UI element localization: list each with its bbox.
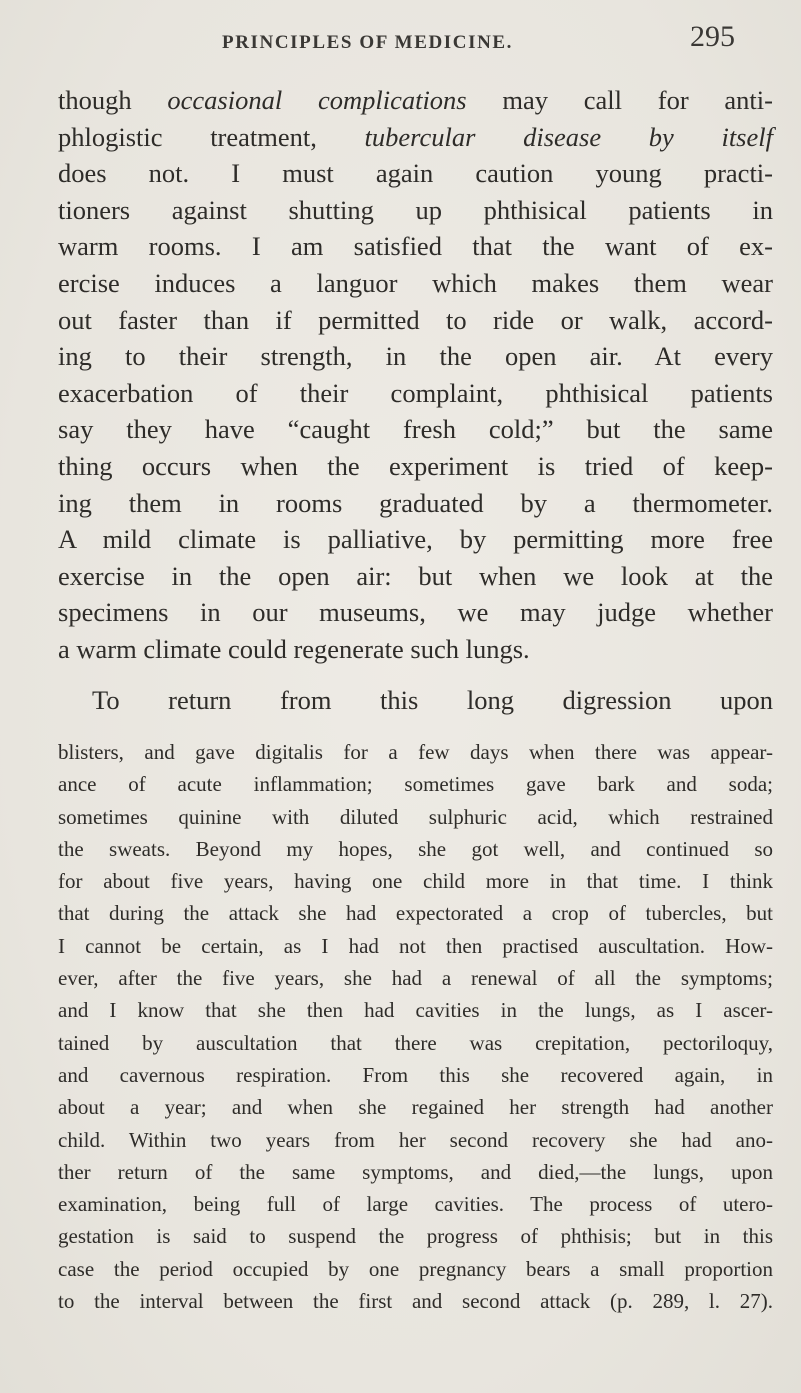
text-line: does not. I must again caution young practi- — [58, 158, 773, 189]
running-title: PRINCIPLES OF MEDICINE. — [222, 32, 514, 53]
text-line: about a year; and when she regained her strength had another — [58, 1095, 773, 1120]
text-line: ther return of the same symptoms, and died,—the lungs, upon — [58, 1159, 773, 1184]
text-line: exercise in the open air: but when we look at the — [58, 560, 773, 591]
text-line: examination, being full of large cavities. The process of utero- — [58, 1192, 773, 1217]
text-line: tained by auscultation that there was crepitation, pectoriloquy, — [58, 1030, 773, 1055]
text-line: case the period occupied by one pregnancy bears a small proportion — [58, 1256, 773, 1281]
paragraph-small-type — [58, 736, 773, 1317]
text-line: ing them in rooms graduated by a thermometer. — [58, 487, 773, 518]
running-head — [0, 20, 801, 60]
text-line: to the interval between the first and second attack (p. 289, l. 27). — [58, 1289, 773, 1314]
text-line: ercise induces a languor which makes them wear — [58, 267, 773, 298]
text-line: though occasional complications may call for anti- — [58, 85, 773, 115]
text-line: that during the attack she had expectorated a crop of tubercles, but — [58, 901, 773, 926]
text-line: tioners against shutting up phthisical patients in — [58, 194, 773, 225]
text-line: I cannot be certain, as I had not then practised auscultation. How- — [58, 933, 773, 958]
text-line: phlogistic treatment, tubercular disease by itself — [58, 121, 773, 152]
text-line: specimens in our museums, we may judge whether — [58, 597, 773, 628]
text-line: and cavernous respiration. From this she recovered again, in — [58, 1062, 773, 1087]
text-line: for about five years, having one child more in that time. I think — [58, 869, 773, 894]
text-line: warm rooms. I am satisfied that the want of ex- — [58, 231, 773, 262]
text-line: ance of acute inflammation; sometimes gave bark and soda; — [58, 772, 773, 797]
paragraph-large-type — [58, 82, 773, 668]
text-line: sometimes quinine with diluted sulphuric acid, which restrained — [58, 804, 773, 829]
text-line: out faster than if permitted to ride or walk, accord- — [58, 304, 773, 335]
text-line: ing to their strength, in the open air. At every — [58, 341, 773, 372]
text-line: blisters, and gave digitalis for a few days when there was appear- — [58, 740, 773, 764]
text-line: thing occurs when the experiment is tried of keep- — [58, 450, 773, 481]
text-line: the sweats. Beyond my hopes, she got well, and continued so — [58, 836, 773, 861]
text-line: a warm climate could regenerate such lungs. — [58, 633, 530, 664]
text-line: and I know that she then had cavities in the lungs, as I ascer- — [58, 998, 773, 1023]
text-line: say they have “caught fresh cold;” but the same — [58, 414, 773, 445]
text-line: exacerbation of their complaint, phthisical patients — [58, 377, 773, 408]
text-line: child. Within two years from her second recovery she had ano- — [58, 1127, 773, 1152]
text-line: ever, after the five years, she had a renewal of all the symptoms; — [58, 966, 773, 991]
paragraph-opening-line: To return from this long digression upon — [92, 685, 773, 715]
text-line: A mild climate is palliative, by permitting more free — [58, 524, 773, 555]
text-line: gestation is said to suspend the progress of phthisis; but in this — [58, 1224, 773, 1249]
page-number: 295 — [690, 20, 735, 53]
